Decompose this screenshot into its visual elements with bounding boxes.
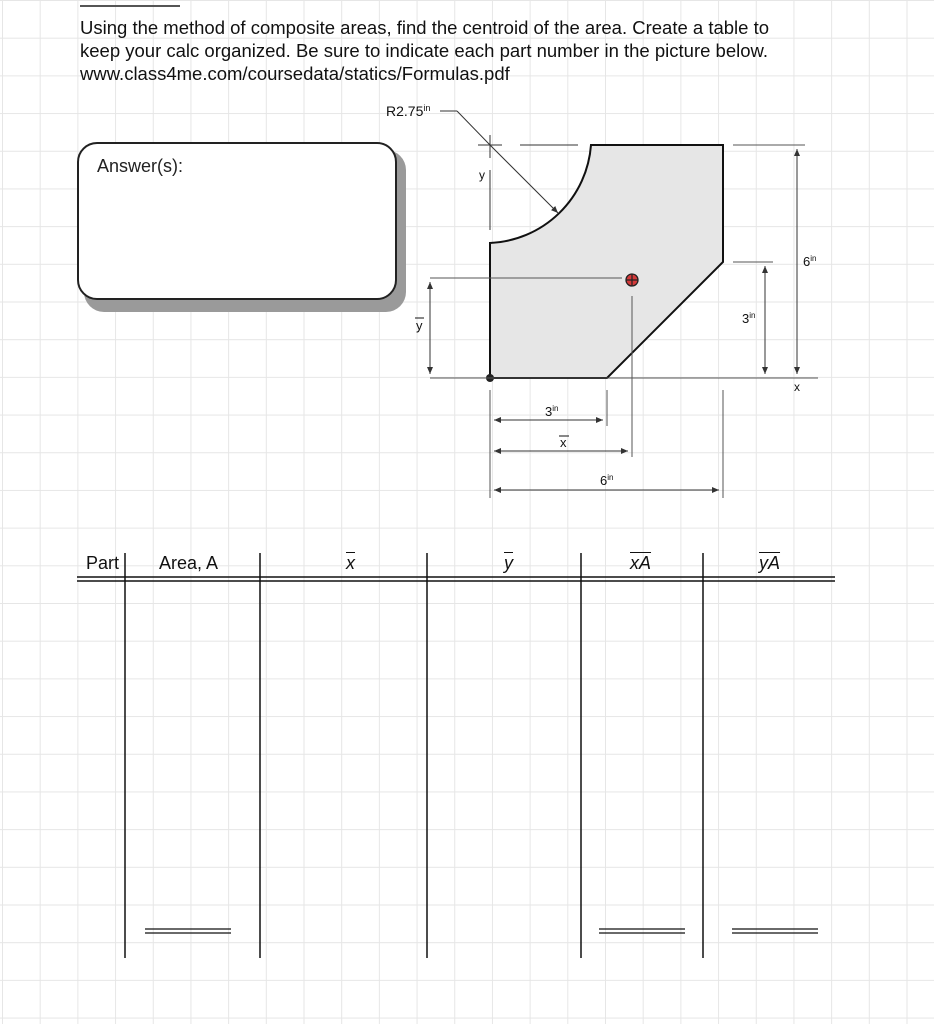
dim-3in-label: $3^{in}$ [742, 311, 756, 326]
y-axis-label: y [479, 168, 485, 182]
radius-label: $R2.75^{in}$ [386, 103, 431, 119]
problem-line-2: keep your calc organized. Be sure to indicate each part number in the picture below. [80, 40, 768, 61]
header-part: Part [86, 553, 120, 573]
header-area: Area, A [159, 553, 219, 573]
problem-formulas-url[interactable]: www.class4me.com/coursedata/statics/Formulas.pdf [80, 63, 510, 84]
dim-3in-bottom-label: $3^{in}$ [545, 404, 559, 419]
problem-line-1: Using the method of composite areas, find the centroid of the area. Create a table to [80, 17, 770, 38]
dim-6in-label: $6^{in}$ [803, 254, 817, 269]
x-axis-label: x [794, 380, 800, 394]
header-ya: $\overline{yA}$ [759, 553, 781, 573]
calc-table-grid [77, 553, 835, 958]
header-xa: $\overline{xA}$ [630, 553, 652, 573]
ybar-label: y [416, 318, 423, 333]
dim-6in-bottom-label: $6^{in}$ [600, 473, 614, 488]
radius-dimension-line [490, 145, 558, 213]
answer-label: Answer(s): [97, 156, 184, 176]
header-ybar: $\overline{y}$ [504, 553, 513, 573]
xbar-label: x [560, 435, 567, 450]
centroid-marker [626, 274, 638, 286]
header-xbar: $\overline{x}$ [346, 553, 355, 573]
radius-dimension-tail [457, 111, 490, 145]
